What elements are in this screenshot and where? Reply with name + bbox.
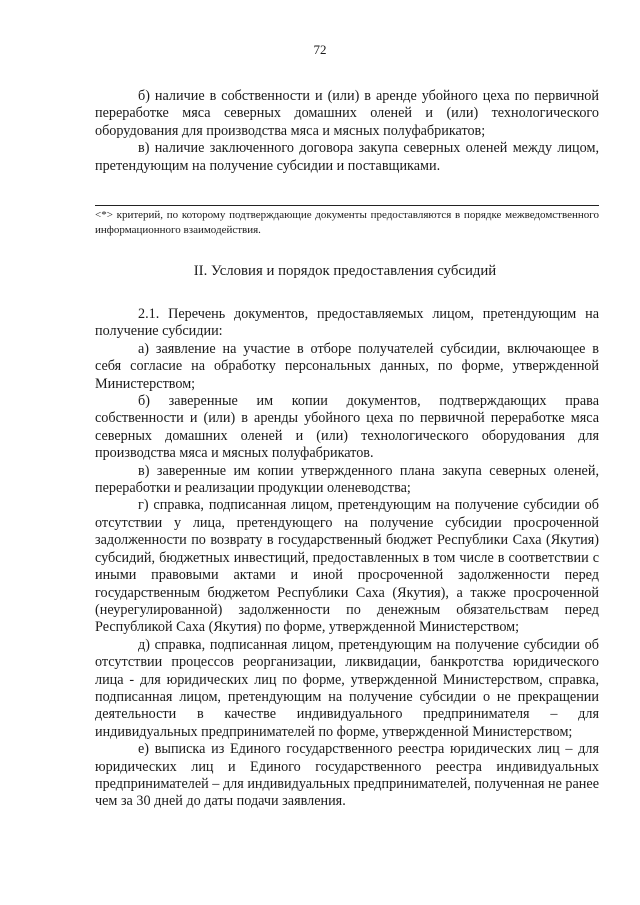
footnote-separator bbox=[95, 205, 599, 206]
top-items bbox=[95, 88, 599, 175]
paragraph-v: в) заверенные им копии утвержденного плана закупа северных оленей, переработки и реализации продукции оленеводства; bbox=[95, 462, 599, 497]
paragraph-a: а) заявление на участие в отборе получателей субсидии, включающее в себя согласие на обработку персональных данных, по форме, утвержденной Министерством; bbox=[95, 340, 599, 392]
item-v: в) наличие заключенного договора закупа северных оленей между лицом, претендующим на получение субсидии и поставщиками. bbox=[95, 140, 599, 174]
footnote: <*> критерий, по которому подтверждающие документы предоставляются в порядке межведомственного информационного взаимодействия. bbox=[95, 209, 599, 236]
page-number: 72 bbox=[313, 42, 327, 57]
paragraph-g: г) справка, подписанная лицом, претендующим на получение субсидии об отсутствии у лица, претендующего на получение субсидии просроченной задолженности по возврату в государственный бюджет Республики Саха (Якутия) субсидий, бюджетных инвестиций, предоставленных в том числе в соответствии с иными правовыми актами и иной просроченной задолженности перед государственным бюджетом Республики Саха (Якутия), а также просроченной (неурегулированной) задолженности по денежным обязательствам перед Республикой Саха (Якутия) по форме, утвержденной Министерством; bbox=[95, 497, 599, 636]
paragraph-b: б) заверенные им копии документов, подтверждающих права собственности и (или) в аренды убойного цеха по первичной переработке мяса северных домашних оленей и (или) технологического оборудования для производства мяса и мясных полуфабрикатов. bbox=[95, 393, 599, 462]
paragraph-e: е) выписка из Единого государственного реестра юридических лиц – для юридических лиц и Единого государственного реестра индивидуальных предпринимателей – для индивидуальных предпринимателей, полученная не ранее чем за 30 дней до даты подачи заявления. bbox=[95, 741, 599, 810]
paragraph-d: д) справка, подписанная лицом, претендующим на получение субсидии об отсутствии процессов реорганизации, ликвидации, банкротства юридического лица - для юридических лиц по форме, утвержденной Министерством, справка, подписанная лицом, претендующим на получение субсидии о не прекращении деятельности в качестве индивидуального предпринимателя – для индивидуальных предпринимателей по форме, утвержденной Министерством; bbox=[95, 636, 599, 740]
paragraph-2-1: 2.1. Перечень документов, предоставляемых лицом, претендующим на получение субсидии: bbox=[95, 306, 599, 340]
section-heading: II. Условия и порядок предоставления субсидий bbox=[193, 263, 497, 279]
item-b: б) наличие в собственности и (или) в аренде убойного цеха по первичной переработке мяса северных домашних оленей и (или) технологического оборудования для производства мяса и мясных полуфабрикатов; bbox=[95, 88, 599, 139]
section-body bbox=[95, 306, 599, 811]
